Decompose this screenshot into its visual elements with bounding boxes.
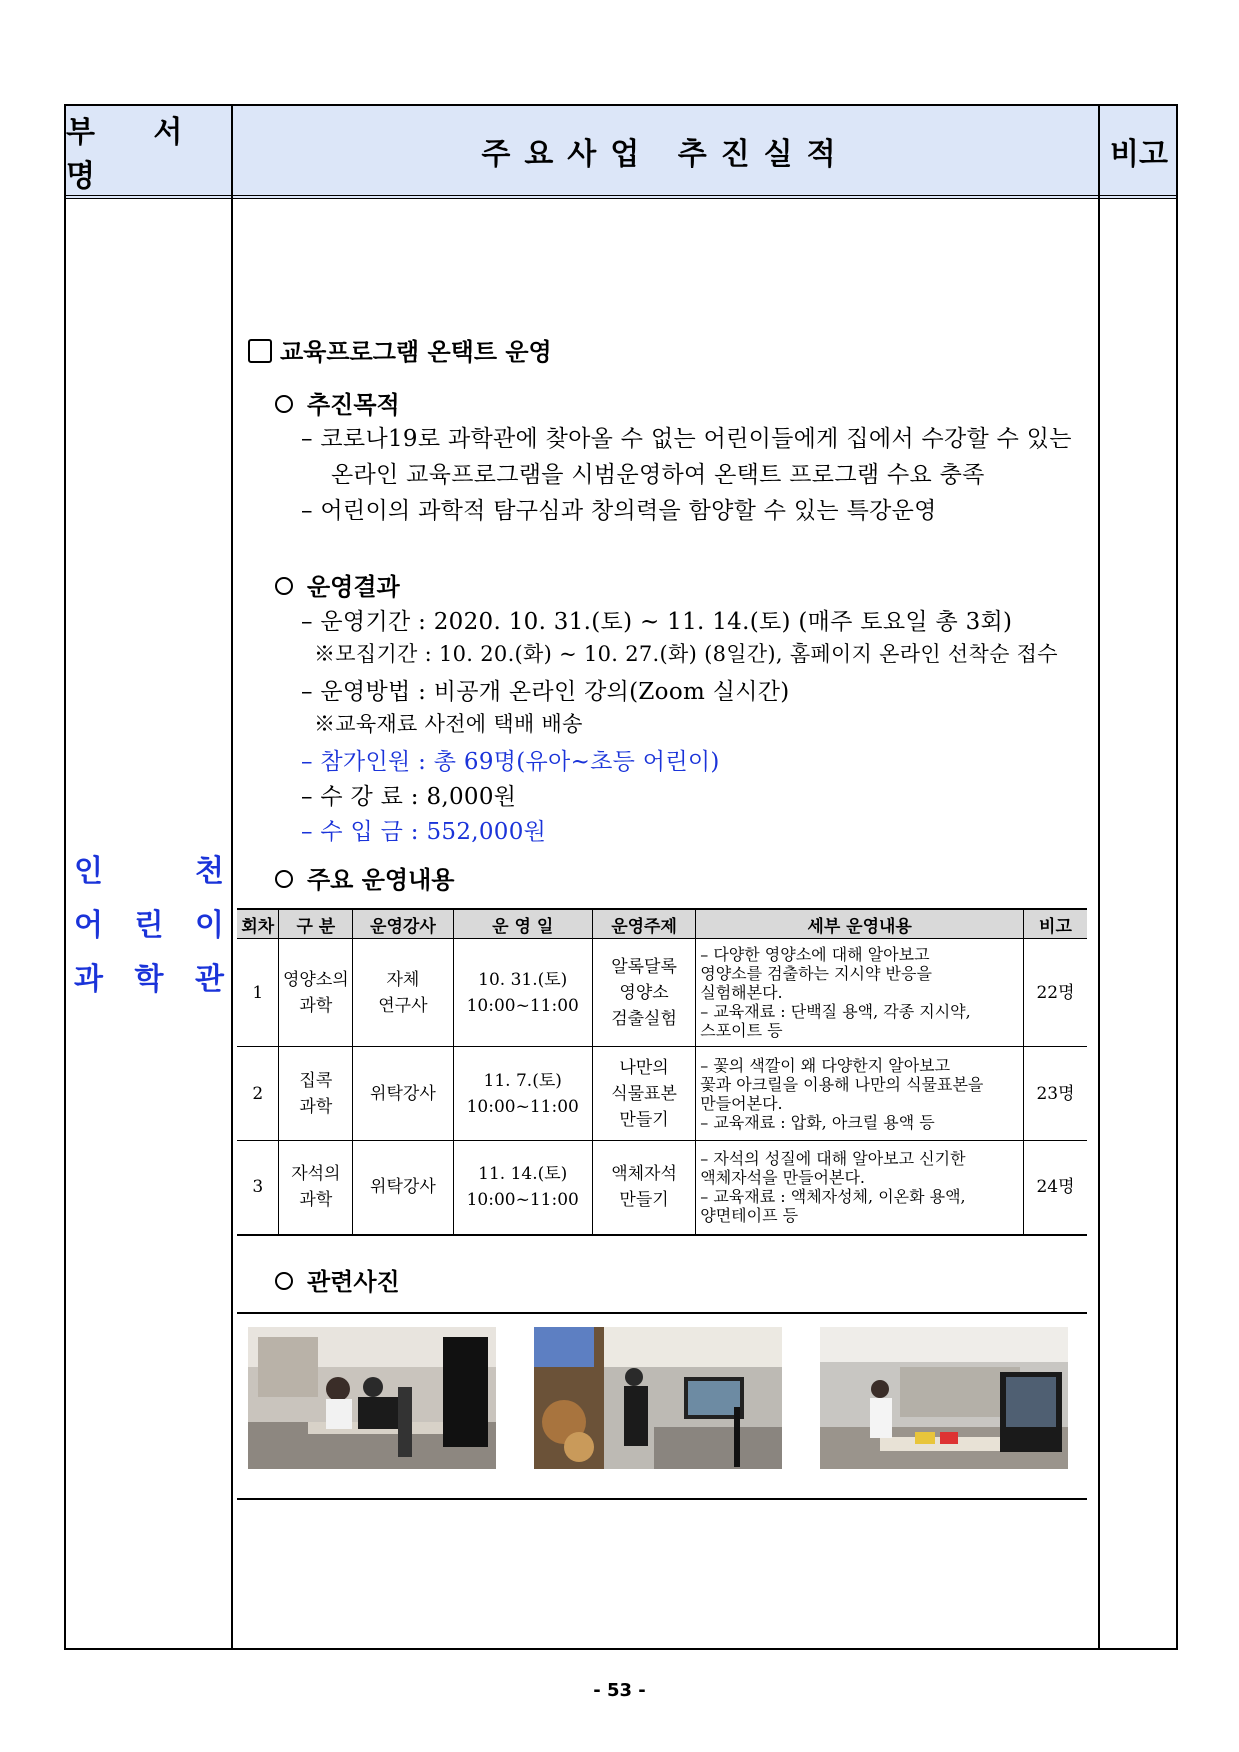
content-heading: 주요 운영내용	[275, 860, 454, 895]
cell-no: 3	[237, 1141, 279, 1235]
purpose-line-3: – 어린이의 과학적 탐구심과 창의력을 함양할 수 있는 특강운영	[301, 498, 937, 524]
circle-bullet-icon	[275, 870, 293, 888]
th-topic: 운영주제	[592, 909, 695, 939]
result-participants: – 참가인원 : 총 69명(유아~초등 어린이)	[301, 749, 720, 775]
col-divider-1	[231, 106, 233, 1648]
checkbox-square-icon	[248, 339, 272, 363]
result-fee: – 수 강 료 : 8,000원	[301, 784, 517, 810]
dept-name-line1: 인 천	[74, 854, 224, 889]
cell-category: 영양소의 과학	[279, 939, 353, 1047]
th-note: 비고	[1023, 909, 1087, 939]
table-row	[237, 1141, 1087, 1235]
program-table	[237, 908, 1087, 1236]
th-instructor: 운영강사	[353, 909, 453, 939]
cell-no: 1	[237, 939, 279, 1047]
cell-note: 22명	[1023, 939, 1087, 1047]
cell-instructor: 자체 연구사	[353, 939, 453, 1047]
note-header: 비고	[1110, 136, 1168, 172]
page-number: - 53 -	[593, 1680, 646, 1701]
cell-topic: 액체자석 만들기	[592, 1141, 695, 1235]
th-no: 회차	[237, 909, 279, 939]
result-period: – 운영기간 : 2020. 10. 31.(토) ~ 11. 14.(토) (매주 토요일 총 3회)	[301, 609, 1013, 635]
result-recruit: ※모집기간 : 10. 20.(화) ~ 10. 27.(화) (8일간), 홈페이지 온라인 선착순 접수	[314, 642, 1058, 666]
cell-date: 11. 7.(토) 10:00~11:00	[453, 1047, 592, 1141]
cell-note: 24명	[1023, 1141, 1087, 1235]
result-method: – 운영방법 : 비공개 온라인 강의(Zoom 실시간)	[301, 679, 790, 705]
circle-bullet-icon	[275, 395, 293, 413]
photo-top-rule	[237, 1312, 1087, 1314]
cell-topic: 나만의 식물표본 만들기	[592, 1047, 695, 1141]
section-title: 교육프로그램 온택트 운영	[248, 332, 552, 367]
purpose-heading: 추진목적	[275, 385, 400, 420]
th-date: 운 영 일	[453, 909, 592, 939]
th-category: 구 분	[279, 909, 353, 939]
cell-instructor: 위탁강사	[353, 1047, 453, 1141]
main-header: 주요사업 추진실적	[481, 136, 850, 172]
photo-online-class-2	[534, 1327, 782, 1469]
table-row	[237, 1047, 1087, 1141]
cell-date: 10. 31.(토) 10:00~11:00	[453, 939, 592, 1047]
cell-instructor: 위탁강사	[353, 1141, 453, 1235]
cell-category: 집콕 과학	[279, 1047, 353, 1141]
result-method-note: ※교육재료 사전에 택배 배송	[314, 712, 583, 736]
cell-detail: – 자석의 성질에 대해 알아보고 신기한 액체자석을 만들어본다. – 교육재료 : 액체자성체, 이온화 용액, 양면테이프 등	[696, 1141, 1024, 1235]
cell-topic: 알록달록 영양소 검출실험	[592, 939, 695, 1047]
circle-bullet-icon	[275, 577, 293, 595]
photo-online-class-3	[820, 1327, 1068, 1469]
dept-header: 부 서 명	[66, 114, 207, 194]
photo-online-class-1	[248, 1327, 496, 1469]
cell-date: 11. 14.(토) 10:00~11:00	[453, 1141, 592, 1235]
cell-note: 23명	[1023, 1047, 1087, 1141]
cell-detail: – 다양한 영양소에 대해 알아보고 영양소를 검출하는 지시약 반응을 실험해본다. – 교육재료 : 단백질 용액, 각종 지시약, 스포이트 등	[696, 939, 1024, 1047]
table-row	[237, 939, 1087, 1047]
purpose-line-2: 온라인 교육프로그램을 시범운영하여 온택트 프로그램 수요 충족	[331, 462, 985, 488]
th-detail: 세부 운영내용	[696, 909, 1024, 939]
cell-detail: – 꽃의 색깔이 왜 다양한지 알아보고 꽃과 아크릴을 이용해 나만의 식물표본을 만들어본다. – 교육재료 : 압화, 아크릴 용액 등	[696, 1047, 1024, 1141]
result-heading: 운영결과	[275, 567, 400, 602]
photo-bottom-rule	[237, 1498, 1087, 1500]
result-revenue: – 수 입 금 : 552,000원	[301, 819, 547, 845]
photos-heading: 관련사진	[275, 1262, 400, 1297]
cell-category: 자석의 과학	[279, 1141, 353, 1235]
circle-bullet-icon	[275, 1272, 293, 1290]
purpose-line-1: – 코로나19로 과학관에 찾아올 수 없는 어린이들에게 집에서 수강할 수 있는	[301, 426, 1072, 452]
col-divider-2	[1098, 106, 1100, 1648]
table-header-row	[237, 909, 1087, 939]
dept-name-line2: 어 린 이	[74, 908, 224, 943]
cell-no: 2	[237, 1047, 279, 1141]
dept-name-line3: 과 학 관	[74, 962, 224, 997]
